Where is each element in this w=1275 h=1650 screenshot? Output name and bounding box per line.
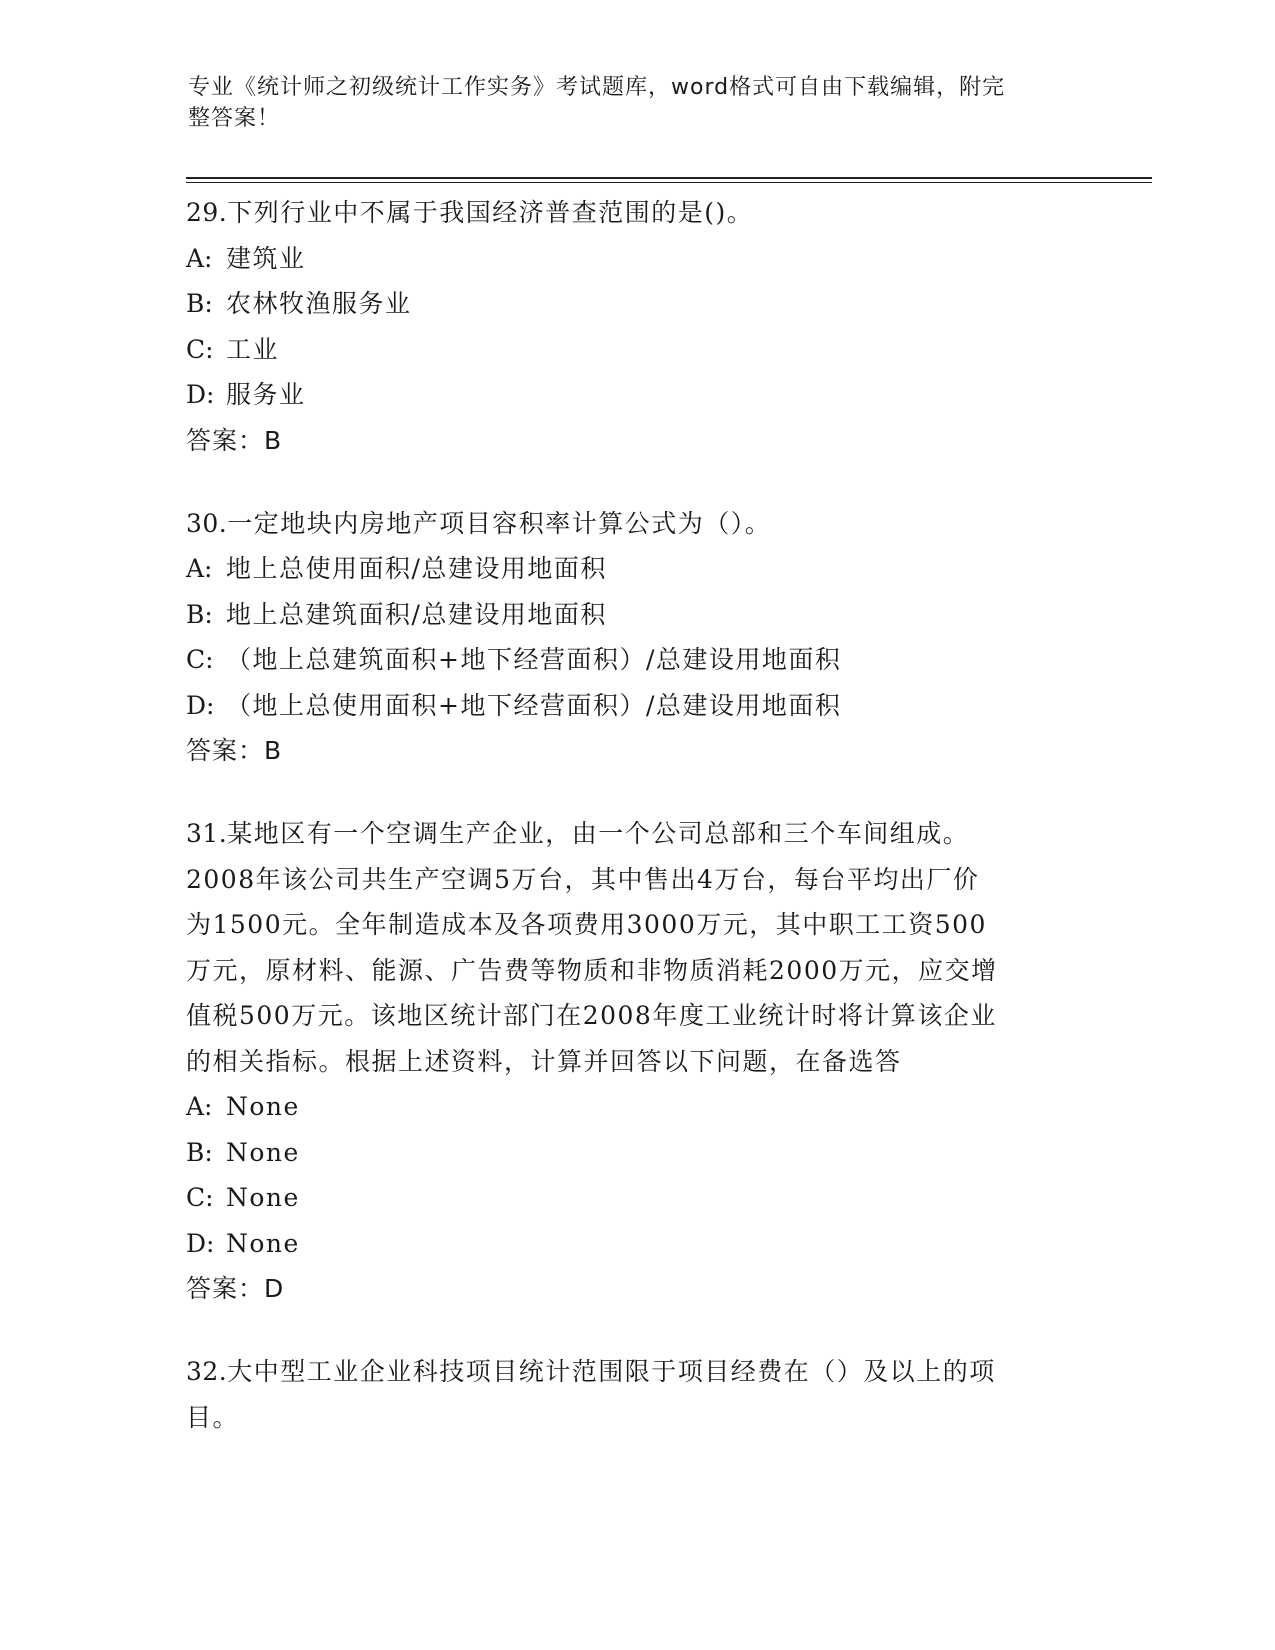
option-key: D: [186,380,215,409]
question-text-line: 目。 [186,1402,240,1432]
option-key: C: [186,645,214,674]
option-d [186,372,1086,418]
question-stem [186,190,1086,236]
option-text: None [226,1183,300,1212]
question-stem [186,811,1086,857]
option-text: 农林牧渔服务业 [226,289,412,318]
option-text: 工业 [226,334,280,364]
question-text-line: 值税500万元。该地区统计部门在2008年度工业统计时将计算该企业 [186,1001,997,1030]
question-number: 30. [186,508,228,538]
option-key: B: [186,289,213,318]
question-number: 32. [186,1357,228,1386]
option-key: C: [186,1183,214,1212]
question-text: 一定地块内房地产项目容积率计算公式为（）。 [227,508,772,538]
question-text-line: 万元，原材料、能源、广告费等物质和非物质消耗2000万元，应交增 [186,955,998,985]
option-key: C: [186,334,214,364]
option-key: A: [186,243,213,273]
option-key: A: [186,1092,213,1121]
answer-value: B [264,736,283,765]
header-line-1: 专业《统计师之初级统计工作实务》考试题库，word格式可自由下载编辑，附完 [188,75,1006,100]
answer-line [186,728,1086,773]
question-text-line: 2008年该公司共生产空调5万台，其中售出4万台，每台平均出厂价 [186,864,980,894]
option-text: （地上总使用面积+地下经营面积）/总建设用地面积 [226,690,842,720]
question-number: 31. [186,819,228,848]
question-31 [186,811,1086,1311]
question-29 [186,190,1086,463]
option-text: None [226,1137,300,1167]
option-key: D: [186,690,215,720]
question-text-line: 某地区有一个空调生产企业，由一个公司总部和三个车间组成。 [227,819,970,848]
option-d [186,683,1086,729]
option-b [186,592,1086,638]
answer-value: D [264,1274,285,1303]
question-text-line: 的相关指标。根据上述资料，计算并回答以下问题，在备选答 [186,1046,902,1076]
answer-line [186,1266,1086,1311]
question-stem [186,501,1086,547]
option-b [186,1130,1086,1176]
document-header [188,72,1068,134]
option-a [186,1084,1086,1130]
question-text-line: 大中型工业企业科技项目统计范围限于项目经费在（）及以上的项 [227,1357,996,1386]
option-key: B: [186,1137,213,1167]
question-text: 下列行业中不属于我国经济普查范围的是()。 [227,198,754,227]
option-key: A: [186,554,213,583]
answer-label: 答案： [186,425,265,455]
option-text: 地上总建筑面积/总建设用地面积 [226,599,607,629]
answer-value: B [264,425,283,455]
question-text-line: 为1500元。全年制造成本及各项费用3000万元，其中职工工资500 [186,910,987,939]
option-a [186,546,1086,592]
question-32 [186,1349,1086,1440]
option-key: B: [186,599,213,629]
option-text: 建筑业 [226,243,306,273]
option-c [186,327,1086,373]
option-text: （地上总建筑面积+地下经营面积）/总建设用地面积 [226,645,842,674]
option-text: None [226,1228,300,1258]
option-text: 地上总使用面积/总建设用地面积 [226,554,607,583]
answer-label: 答案： [186,736,265,765]
option-text: 服务业 [226,380,306,409]
question-stem [186,1349,1086,1395]
option-d [186,1221,1086,1267]
header-line-2: 整答案！ [188,106,281,131]
option-key: D: [186,1228,215,1258]
question-list [186,190,1086,1478]
option-text: None [226,1092,300,1121]
question-30 [186,501,1086,774]
question-number: 29. [186,198,228,227]
option-b [186,281,1086,327]
option-c [186,637,1086,683]
answer-label: 答案： [186,1274,265,1303]
header-divider [186,177,1152,183]
option-a [186,236,1086,282]
option-c [186,1175,1086,1221]
answer-line [186,418,1086,463]
